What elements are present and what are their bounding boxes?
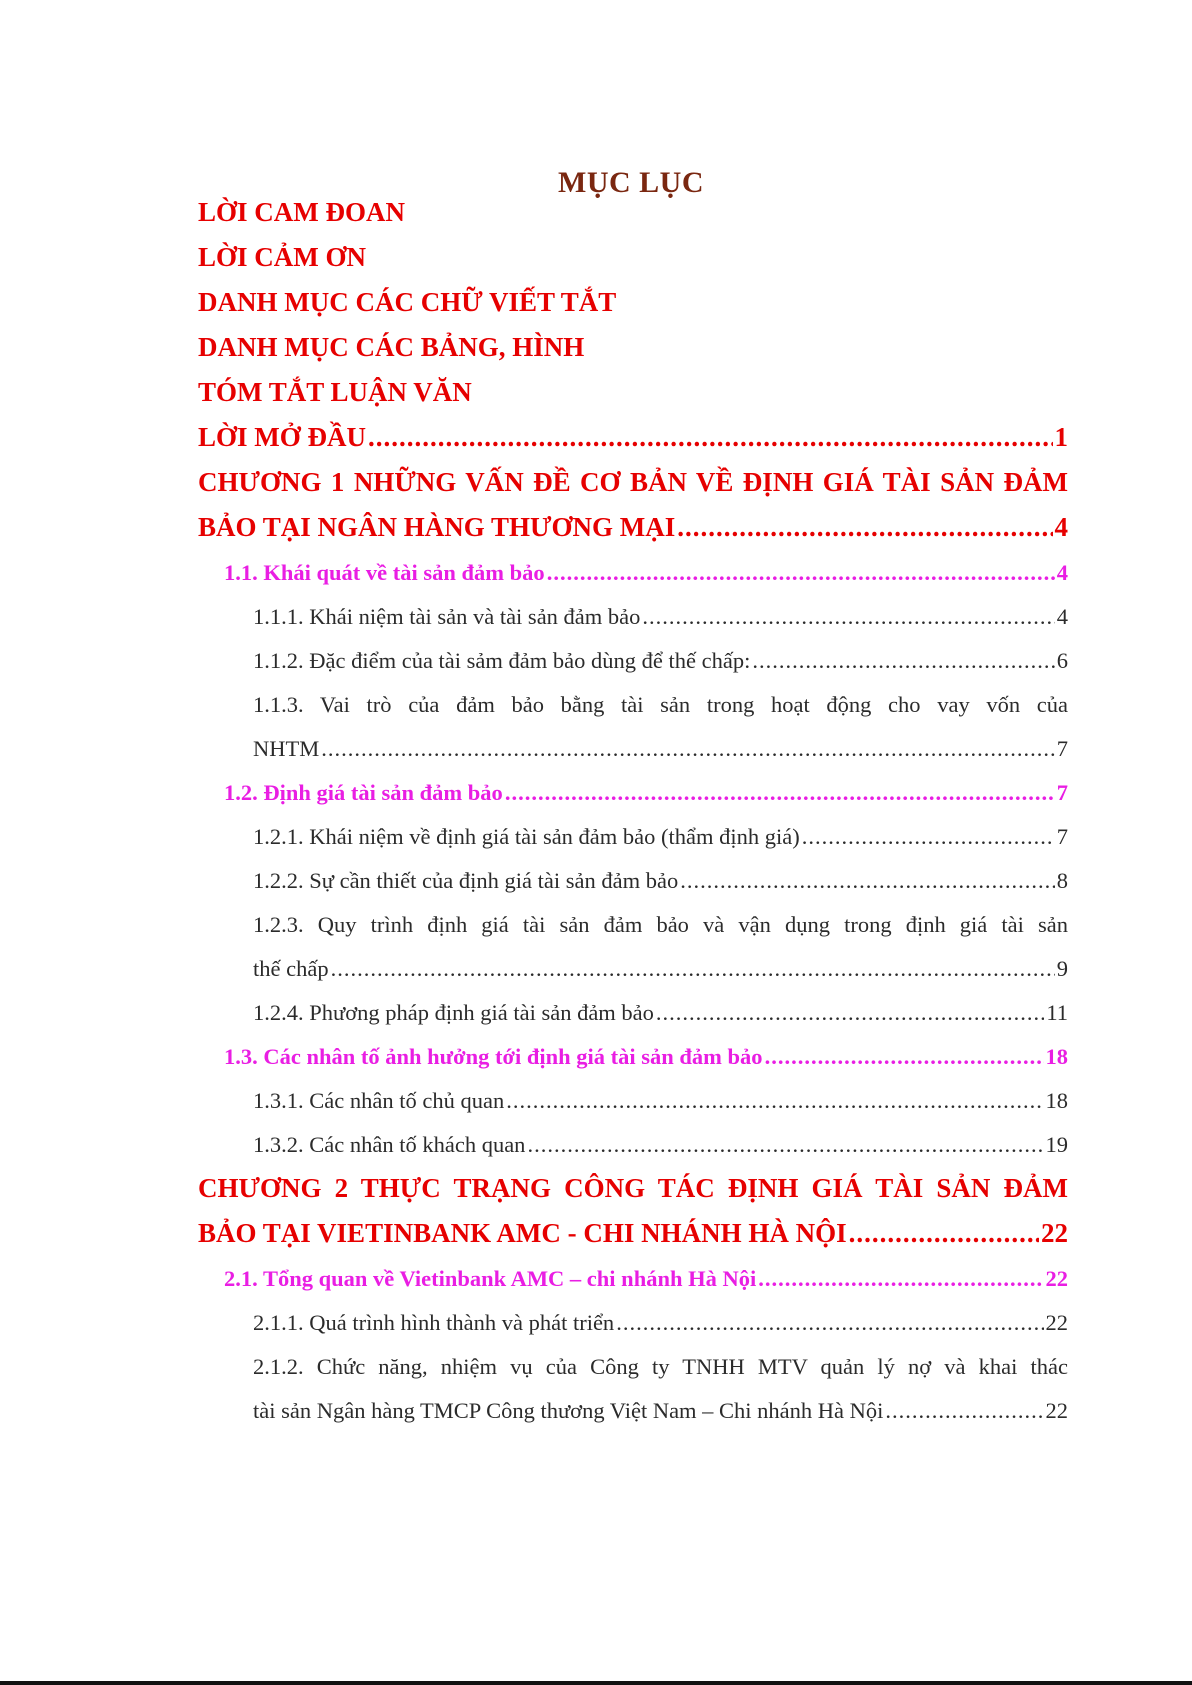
toc-entry-intro[interactable] — [198, 422, 1068, 453]
toc-entry-label: 1.2. Định giá tài sản đảm bảo — [224, 780, 503, 805]
toc-page-number: 7 — [1056, 824, 1068, 849]
dot-leader — [885, 1398, 1043, 1424]
toc-chapter-2-line1[interactable]: CHƯƠNG 2 THỰC TRẠNG CÔNG TÁC ĐỊNH GIÁ TÀI SẢN ĐẢM — [198, 1173, 1068, 1203]
dot-leader — [802, 824, 1055, 850]
toc-entry-label: 1.2.1. Khái niệm về định giá tài sản đảm bảo (thẩm định giá) — [253, 824, 800, 849]
toc-entry-label: BẢO TẠI VIETINBANK AMC - CHI NHÁNH HÀ NỘI — [198, 1218, 847, 1248]
toc-subsection-1-2-4[interactable] — [253, 1000, 1068, 1026]
dot-leader — [765, 1044, 1044, 1070]
toc-front-item[interactable]: LỜI CẢM ƠN — [198, 242, 366, 272]
toc-entry-label: 2.1. Tổng quan về Vietinbank AMC – chi nhánh Hà Nội — [224, 1266, 757, 1291]
toc-entry-label: 1.3.1. Các nhân tố chủ quan — [253, 1088, 505, 1113]
toc-page-number: 6 — [1056, 648, 1068, 673]
toc-page-number: 18 — [1045, 1044, 1068, 1069]
dot-leader — [331, 956, 1055, 982]
toc-entry-label: thế chấp — [253, 956, 329, 981]
toc-entry-label: 1.2.2. Sự cần thiết của định giá tài sản đảm bảo — [253, 868, 679, 893]
toc-entry-label: 1.1. Khái quát về tài sản đảm bảo — [224, 560, 545, 585]
toc-subsection-1-3-2[interactable] — [253, 1132, 1068, 1158]
toc-subsection-1-1-3-line1[interactable]: 1.1.3. Vai trò của đảm bảo bằng tài sản trong hoạt động cho vay vốn của — [253, 692, 1068, 717]
dot-leader — [547, 560, 1055, 586]
toc-section-2-1[interactable] — [224, 1266, 1068, 1292]
toc-page-number: 4 — [1056, 604, 1068, 629]
toc-title: MỤC LỤC — [558, 166, 704, 199]
toc-subsection-1-2-2[interactable] — [253, 868, 1068, 894]
toc-subsection-1-1-1[interactable] — [253, 604, 1068, 630]
dot-leader — [321, 736, 1055, 762]
toc-page-number: 18 — [1045, 1088, 1068, 1113]
toc-front-item[interactable]: DANH MỤC CÁC BẢNG, HÌNH — [198, 332, 585, 362]
toc-section-1-3[interactable] — [224, 1044, 1068, 1070]
toc-page-number: 22 — [1045, 1398, 1068, 1423]
toc-page-number: 11 — [1046, 1000, 1068, 1025]
dot-leader — [680, 868, 1055, 894]
toc-front-item[interactable]: LỜI CAM ĐOAN — [198, 197, 405, 227]
dot-leader — [642, 604, 1054, 630]
dot-leader — [527, 1132, 1043, 1158]
toc-page-number: 22 — [1045, 1310, 1068, 1335]
toc-page-number: 9 — [1056, 956, 1068, 981]
toc-page-number: 8 — [1056, 868, 1068, 893]
toc-page-number: 4 — [1054, 512, 1068, 542]
toc-chapter-2[interactable] — [198, 1218, 1068, 1249]
toc-entry-label: 1.3. Các nhân tố ảnh hưởng tới định giá tài sản đảm bảo — [224, 1044, 763, 1069]
toc-subsection-1-3-1[interactable] — [253, 1088, 1068, 1114]
toc-entry-label: 1.2.4. Phương pháp định giá tài sản đảm bảo — [253, 1000, 654, 1025]
toc-subsection-2-1-2-line1[interactable]: 2.1.2. Chức năng, nhiệm vụ của Công ty TNHH MTV quản lý nợ và khai thác — [253, 1354, 1068, 1379]
toc-subsection-1-2-3[interactable] — [253, 956, 1068, 982]
toc-entry-label: 2.1.1. Quá trình hình thành và phát triển — [253, 1310, 615, 1335]
toc-chapter-1[interactable] — [198, 512, 1068, 543]
toc-section-1-1[interactable] — [224, 560, 1068, 586]
toc-page-number: 22 — [1045, 1266, 1068, 1291]
page-bottom-border — [0, 1681, 1192, 1685]
toc-subsection-1-1-2[interactable] — [253, 648, 1068, 674]
toc-page-number: 4 — [1056, 560, 1068, 585]
toc-page-number: 1 — [1054, 422, 1068, 452]
toc-page-number: 7 — [1056, 780, 1068, 805]
dot-leader — [752, 648, 1054, 674]
dot-leader — [758, 1266, 1043, 1292]
toc-entry-label: BẢO TẠI NGÂN HÀNG THƯƠNG MẠI — [198, 512, 676, 542]
toc-front-item[interactable]: TÓM TẮT LUẬN VĂN — [198, 377, 472, 407]
toc-subsection-1-2-3-line1[interactable]: 1.2.3. Quy trình định giá tài sản đảm bảo và vận dụng trong định giá tài sản — [253, 912, 1068, 937]
dot-leader — [506, 1088, 1043, 1114]
toc-subsection-1-2-1[interactable] — [253, 824, 1068, 850]
toc-page-number: 19 — [1045, 1132, 1068, 1157]
toc-subsection-2-1-1[interactable] — [253, 1310, 1068, 1336]
toc-front-item[interactable]: DANH MỤC CÁC CHỮ VIẾT TẮT — [198, 287, 617, 317]
toc-chapter-1-line1[interactable]: CHƯƠNG 1 NHỮNG VẤN ĐỀ CƠ BẢN VỀ ĐỊNH GIÁ TÀI SẢN ĐẢM — [198, 467, 1068, 497]
dot-leader — [849, 1218, 1039, 1249]
toc-entry-label: NHTM — [253, 736, 320, 761]
toc-subsection-1-1-3[interactable] — [253, 736, 1068, 762]
dot-leader — [505, 780, 1055, 806]
dot-leader — [656, 1000, 1044, 1026]
toc-entry-label: tài sản Ngân hàng TMCP Công thương Việt Nam – Chi nhánh Hà Nội — [253, 1398, 884, 1423]
toc-page-number: 22 — [1041, 1218, 1068, 1248]
toc-entry-label: LỜI MỞ ĐẦU — [198, 422, 366, 452]
dot-leader — [368, 422, 1053, 453]
toc-subsection-2-1-2[interactable] — [253, 1398, 1068, 1424]
toc-page-number: 7 — [1056, 736, 1068, 761]
dot-leader — [677, 512, 1052, 543]
toc-entry-label: 1.3.2. Các nhân tố khách quan — [253, 1132, 526, 1157]
toc-entry-label: 1.1.2. Đặc điểm của tài sảm đảm bảo dùng để thế chấp: — [253, 648, 751, 673]
toc-section-1-2[interactable] — [224, 780, 1068, 806]
toc-entry-label: 1.1.1. Khái niệm tài sản và tài sản đảm bảo — [253, 604, 641, 629]
dot-leader — [616, 1310, 1043, 1336]
